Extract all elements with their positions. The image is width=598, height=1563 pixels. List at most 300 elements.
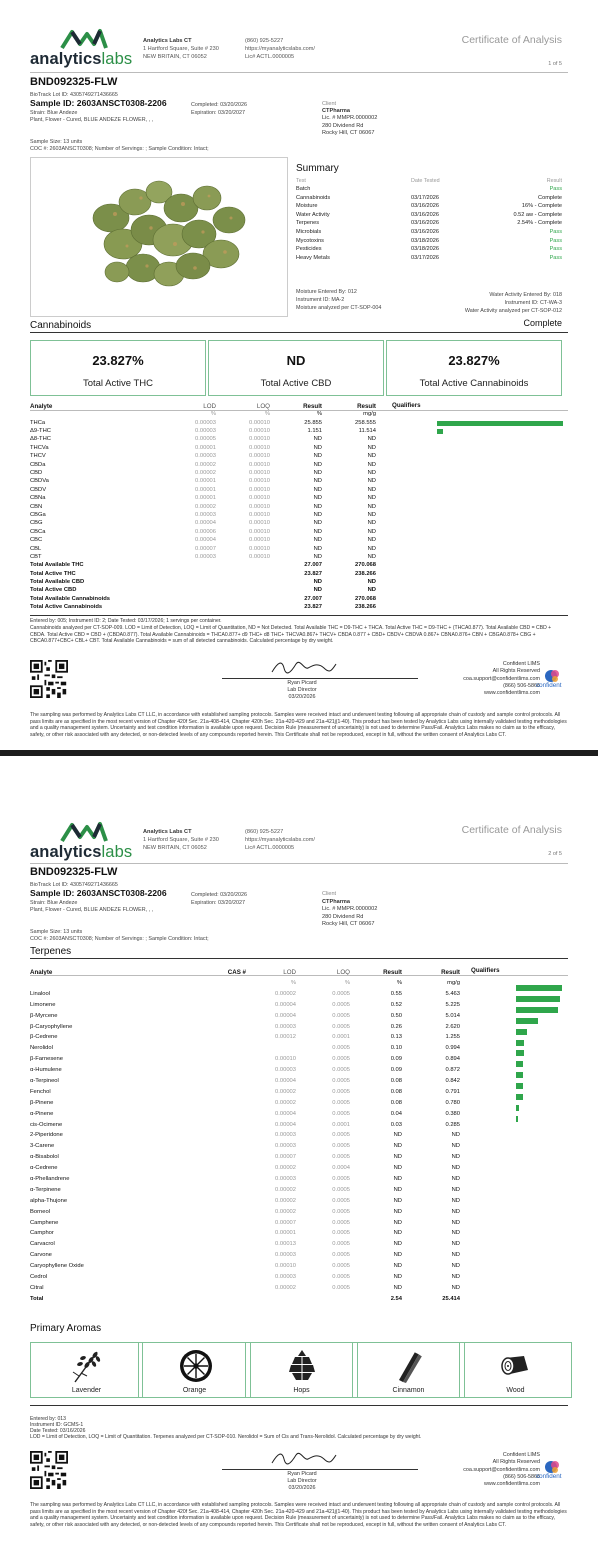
result-mg-cell: 238.266 <box>355 604 376 611</box>
result-percent-cell: ND <box>313 553 322 560</box>
lab-website[interactable]: https://myanalyticslabs.com/ <box>245 837 315 844</box>
loq-cell: 0.0005 <box>332 1230 350 1237</box>
result-mg-cell: 0.994 <box>445 1045 460 1052</box>
result-mg-cell: 0.872 <box>445 1067 460 1074</box>
loq-cell: 0.0004 <box>332 1165 350 1172</box>
cas-cell <box>180 989 246 1000</box>
result-percent-cell: ND <box>393 1274 402 1281</box>
lod-cell: 0.00004 <box>275 1110 296 1117</box>
loq-cell: 0.0005 <box>332 1078 350 1085</box>
summary-test: Terpenes <box>296 220 320 227</box>
signature-image <box>268 656 338 678</box>
lab-license: Lic# ACTL.0000005 <box>245 845 295 852</box>
lod-cell <box>150 587 216 595</box>
analyte-cell: CBDV <box>30 486 47 493</box>
summary-date: 03/17/2026 <box>411 194 439 201</box>
analyte-cell: CBDVa <box>30 478 49 485</box>
analyte-cell: α-Phellandrene <box>30 1176 70 1183</box>
result-mg-cell: ND <box>451 1176 460 1183</box>
lod-cell: 0.00002 <box>275 1088 296 1095</box>
col-lod: LOD <box>203 402 216 410</box>
result-percent-cell: ND <box>313 537 322 544</box>
summary-test: Heavy Metals <box>296 254 330 261</box>
conf-line-1: Confident LIMS <box>502 1452 540 1458</box>
document-title: Certificate of Analysis <box>461 824 562 836</box>
lod-cell: 0.00002 <box>275 1186 296 1193</box>
table-row <box>30 1207 460 1218</box>
analyte-cell: β-Caryophyllene <box>30 1023 73 1030</box>
result-percent-cell: 0.04 <box>390 1110 402 1117</box>
confident-logo-text: confident <box>536 682 562 689</box>
cannabinoids-table <box>30 402 376 612</box>
result-percent-cell: ND <box>313 495 322 502</box>
analyte-cell: 3-Carene <box>30 1143 55 1150</box>
document-title: Certificate of Analysis <box>461 34 562 46</box>
cas-cell <box>180 1000 246 1011</box>
conf-line-2: All Rights Reserved <box>492 1459 540 1466</box>
loq-cell: 0.0005 <box>332 1088 350 1095</box>
lod-cell: 0.00002 <box>275 1284 296 1291</box>
loq-cell <box>216 561 270 569</box>
result-mg-cell: ND <box>367 579 376 586</box>
batch-id: BND092325-FLW <box>30 866 118 878</box>
lod-cell: 0.00002 <box>275 1165 296 1172</box>
lab-license: Lic# ACTL.0000005 <box>245 54 295 61</box>
result-mg-cell: 25.414 <box>442 1295 460 1302</box>
lab-address-2: NEW BRITAIN, CT 06052 <box>143 845 207 852</box>
client-street: 280 Dividend Rd <box>322 913 364 920</box>
loq-cell: 0.00010 <box>249 537 270 544</box>
result-percent-cell: 0.50 <box>390 1012 402 1019</box>
result-mg-cell: ND <box>451 1143 460 1150</box>
lod-cell <box>246 1043 296 1054</box>
analyte-cell: CBN <box>30 503 43 510</box>
lab-name: Analytics Labs CT <box>143 38 192 44</box>
summary-result: Pass <box>549 186 562 192</box>
loq-cell: 0.00010 <box>249 528 270 535</box>
table-row <box>30 1065 460 1076</box>
lod-cell: 0.00003 <box>275 1132 296 1139</box>
moisture-entered-by: Moisture Entered By: 012 <box>296 289 357 295</box>
lod-cell: 0.00003 <box>275 1023 296 1030</box>
wood-log-icon <box>500 1348 532 1384</box>
summary-date: 03/17/2026 <box>411 254 439 261</box>
loq-cell: 0.00010 <box>249 511 270 518</box>
col-lod: LOD <box>283 968 296 976</box>
cas-cell <box>180 1043 246 1054</box>
lod-cell <box>246 1294 296 1305</box>
result-percent-cell: 0.26 <box>390 1023 402 1030</box>
loq-cell: 0.0005 <box>332 1241 350 1248</box>
lod-cell <box>150 603 216 611</box>
result-bar <box>516 1029 527 1035</box>
table-row <box>30 1098 460 1109</box>
kpi-value: 23.827% <box>92 353 144 368</box>
analyte-cell: α-Humulene <box>30 1067 62 1074</box>
loq-cell: 0.00010 <box>249 428 270 435</box>
summary-header-date: Date Tested <box>411 178 440 184</box>
summary-row <box>296 220 562 229</box>
result-mg-cell: ND <box>367 453 376 460</box>
client-block <box>322 108 377 137</box>
loq-cell: 0.0005 <box>332 1284 350 1291</box>
result-mg-cell: 11.514 <box>358 428 376 435</box>
total-label: Total Active CBD <box>30 587 77 594</box>
loq-cell <box>216 570 270 578</box>
signer-name: Ryan Picard <box>287 680 317 686</box>
sample-size: Sample Size: 13 units <box>30 929 83 935</box>
lod-cell: 0.00004 <box>275 1012 296 1019</box>
lod-cell: 0.00002 <box>195 461 216 468</box>
loq-cell: 0.00010 <box>249 478 270 485</box>
loq-cell: 0.0005 <box>332 1012 350 1019</box>
summary-row <box>296 255 562 264</box>
result-percent-cell: 0.13 <box>390 1034 402 1041</box>
lab-address-block <box>143 828 219 852</box>
summary-row <box>296 212 562 221</box>
result-percent-cell: 0.08 <box>390 1088 402 1095</box>
signer-title: Lab Director <box>287 686 317 693</box>
table-row <box>30 1239 460 1250</box>
terpene-note-1: Entered by: 013 <box>30 1416 66 1422</box>
cas-cell <box>180 1119 246 1130</box>
table-row <box>30 1261 460 1272</box>
signer-block <box>262 1471 342 1491</box>
conf-email[interactable]: coa.support@confidentlims.com <box>463 1466 540 1473</box>
terpene-note-2: Instrument ID: GCMS-1 <box>30 1422 84 1428</box>
result-mg-cell: 2.620 <box>445 1023 460 1030</box>
result-mg-cell: ND <box>451 1197 460 1204</box>
result-percent-cell: 0.09 <box>390 1056 402 1063</box>
cas-cell <box>180 1239 246 1250</box>
summary-result: 2.54% - Complete <box>517 220 562 227</box>
table-row <box>30 1272 460 1283</box>
loq-cell: 0.0001 <box>332 1121 350 1128</box>
lod-cell: 0.00002 <box>195 503 216 510</box>
result-mg-cell: ND <box>451 1165 460 1172</box>
result-percent-cell: ND <box>393 1154 402 1161</box>
sample-type: Plant, Flower - Cured, BLUE ANDEZE FLOWER, , , <box>30 907 154 913</box>
analyte-cell: Nerolidol <box>30 1045 53 1052</box>
result-mg-cell: ND <box>451 1132 460 1139</box>
analyte-cell: α-Terpinene <box>30 1186 61 1193</box>
summary-test: Water Activity <box>296 211 330 218</box>
logo-mountains-icon <box>60 821 108 843</box>
biotrack-lot-id: BioTrack Lot ID: 4305749271436665 <box>30 882 118 888</box>
aroma-label: Orange <box>182 1387 207 1394</box>
result-mg-cell: 5.225 <box>445 1001 460 1008</box>
cas-cell <box>180 1130 246 1141</box>
result-bar <box>437 421 563 426</box>
col-result-percent: Result <box>303 402 322 410</box>
sample-id: Sample ID: 2603ANSCT0308-2206 <box>30 888 167 898</box>
result-percent-cell: 25.855 <box>304 419 322 426</box>
loq-cell: 0.0005 <box>332 1045 350 1052</box>
client-license: Lic. # MMPR.0000002 <box>322 115 378 122</box>
unit-lod: % <box>290 980 296 986</box>
coa-page-2 <box>0 776 598 1563</box>
summary-result: Pass <box>549 229 562 235</box>
table-row <box>30 1228 460 1239</box>
result-mg-cell: ND <box>367 553 376 560</box>
loq-cell: 0.00010 <box>249 520 270 527</box>
completed-date: Completed: 03/20/2026 <box>191 892 248 898</box>
table-row <box>30 1130 460 1141</box>
lod-cell: 0.00003 <box>195 453 216 460</box>
summary-header-test: Test <box>296 178 306 184</box>
result-mg-cell: ND <box>367 469 376 476</box>
aroma-lavender <box>30 1342 143 1398</box>
loq-cell <box>216 603 270 611</box>
loq-cell <box>296 1294 350 1305</box>
loq-cell: 0.00010 <box>249 419 270 426</box>
col-qualifiers: Qualifiers <box>471 967 500 974</box>
page-separator <box>0 748 598 776</box>
result-mg-cell: ND <box>367 587 376 594</box>
hops-icon <box>286 1348 318 1384</box>
unit-result-percent: % <box>316 411 322 418</box>
analyte-cell: Borneol <box>30 1208 50 1215</box>
lod-cell: 0.00003 <box>275 1143 296 1150</box>
confident-logo <box>536 1459 570 1481</box>
result-mg-cell: 0.285 <box>445 1121 460 1128</box>
result-mg-cell: 0.791 <box>445 1088 460 1095</box>
result-mg-cell: 5.463 <box>445 990 460 997</box>
result-mg-cell: ND <box>451 1252 460 1259</box>
lab-contact-block <box>245 828 315 852</box>
analyte-cell: CBT <box>30 553 42 560</box>
cas-cell <box>180 1261 246 1272</box>
analytics-labs-logo <box>30 28 138 70</box>
result-percent-cell: 0.52 <box>390 1001 402 1008</box>
summary-result: Complete <box>538 194 562 201</box>
table-row <box>30 553 376 561</box>
col-analyte: Analyte <box>30 968 53 976</box>
cas-cell <box>180 1272 246 1283</box>
summary-result: Pass <box>549 254 562 261</box>
analyte-cell: alpha-Thujone <box>30 1197 68 1204</box>
cas-cell <box>180 1228 246 1239</box>
analyte-cell: Limonene <box>30 1001 56 1008</box>
analyte-cell: Cedrol <box>30 1274 48 1281</box>
cannabinoid-note-1: Entered by: 005; Instrument ID: 2; Date Tested: 03/17/2026; 1 servings per container. <box>30 618 222 624</box>
analyte-cell: cis-Ocimene <box>30 1121 63 1128</box>
result-mg-cell: 0.780 <box>445 1099 460 1106</box>
analyte-cell: CBG <box>30 520 43 527</box>
result-mg-cell: ND <box>367 511 376 518</box>
page-number: 1 of 5 <box>548 61 562 67</box>
lod-cell: 0.00002 <box>195 469 216 476</box>
kpi-label: Total Active THC <box>82 378 154 389</box>
result-mg-cell: 0.894 <box>445 1056 460 1063</box>
table-row <box>30 511 376 519</box>
client-street: 280 Dividend Rd <box>322 122 364 129</box>
table-row <box>30 1011 460 1022</box>
analyte-cell: CBD <box>30 469 43 476</box>
cas-cell <box>180 1294 246 1305</box>
summary-date: 03/16/2026 <box>411 211 439 218</box>
analyte-cell: Camphor <box>30 1230 54 1237</box>
total-row <box>30 561 376 569</box>
loq-cell: 0.00010 <box>249 436 270 443</box>
result-percent-cell: ND <box>393 1132 402 1139</box>
conf-website[interactable]: www.confidentlims.com <box>483 690 540 697</box>
table-row <box>30 536 376 544</box>
lod-cell: 0.00002 <box>275 990 296 997</box>
kpi-total-active-thc <box>30 340 206 396</box>
confident-logo <box>536 668 570 690</box>
lod-cell: 0.00004 <box>275 1078 296 1085</box>
result-mg-cell: ND <box>367 528 376 535</box>
aroma-wood <box>459 1342 572 1398</box>
loq-cell: 0.0005 <box>332 1274 350 1281</box>
result-percent-cell: 0.55 <box>390 990 402 997</box>
result-mg-cell: 5.014 <box>445 1012 460 1019</box>
total-row <box>30 570 376 578</box>
loq-cell: 0.00010 <box>249 503 270 510</box>
aroma-label: Lavender <box>71 1387 102 1394</box>
cas-cell <box>180 1185 246 1196</box>
table-row <box>30 1043 460 1054</box>
client-block <box>322 899 377 928</box>
batch-id: BND092325-FLW <box>30 76 118 88</box>
lab-address-1: 1 Hartford Square, Suite # 230 <box>143 46 219 53</box>
analytics-labs-logo <box>30 821 138 863</box>
client-name: CTPharma <box>322 108 350 114</box>
lod-cell: 0.00007 <box>195 545 216 552</box>
summary-header-result: Result <box>546 178 562 184</box>
loq-cell <box>216 578 270 586</box>
result-mg-cell: ND <box>451 1230 460 1237</box>
summary-row <box>296 195 562 204</box>
table-row <box>30 1032 460 1043</box>
qr-code-icon[interactable] <box>30 1451 68 1489</box>
loq-cell: 0.0005 <box>332 1067 350 1074</box>
table-row <box>30 478 376 486</box>
loq-cell: 0.0005 <box>332 1176 350 1183</box>
table-row <box>30 436 376 444</box>
lod-cell: 0.00002 <box>275 1197 296 1204</box>
loq-cell: 0.00010 <box>249 545 270 552</box>
moisture-instrument: Instrument ID: MA-2 <box>296 297 345 303</box>
unit-lod: % <box>210 411 216 418</box>
table-row <box>30 1196 460 1207</box>
summary-row <box>296 246 562 255</box>
lod-cell: 0.00003 <box>275 1176 296 1183</box>
unit-loq: % <box>264 411 270 418</box>
analyte-cell: α-Terpineol <box>30 1078 59 1085</box>
table-row <box>30 1163 460 1174</box>
signature-line <box>222 678 418 679</box>
table-header-rule <box>30 410 568 411</box>
lab-contact-block <box>245 37 315 61</box>
result-percent-cell: ND <box>313 486 322 493</box>
total-row <box>30 595 376 603</box>
lab-name: Analytics Labs CT <box>143 829 192 835</box>
total-label: Total Active THC <box>30 570 76 577</box>
section-divider <box>30 332 568 333</box>
page-number: 2 of 5 <box>548 851 562 857</box>
loq-cell: 0.0001 <box>332 1034 350 1041</box>
result-bar <box>516 996 560 1002</box>
lod-cell: 0.00010 <box>275 1056 296 1063</box>
kpi-total-active-cannabinoids <box>386 340 562 396</box>
result-percent-cell: ND <box>393 1230 402 1237</box>
result-percent-cell: ND <box>393 1186 402 1193</box>
client-label: Client <box>322 891 337 897</box>
summary-row <box>296 229 562 238</box>
conf-website[interactable]: www.confidentlims.com <box>483 1481 540 1488</box>
disclaimer-text: The sampling was performed by Analytics Labs CT LLC, in accordance with established sampling protocols. Samples were received intact and underwent testing following all appropriate chain of custody and sample control protocols. All pass limits are as specified in the most recent version of Chapter 420f Sec. 21a-408-414, Chapter 420h Sec. 21a-420-429 and 21a-421j(1-40). This product has been tested by Analytics Labs using internally validated testing methodologies and a quality management system. Uncertainty and test condition information is available upon request. Decision Rule (measurement of uncertainty) is not used to determine Pass/Fail. Analytics Labs makes no claim as to the efficacy, safety, or other risk associated with any detected, or non-detected levels of any compounds reported herein. This Certificate shall not be reproduced, except in full, without the written consent of Analytics Labs CT. <box>30 712 567 738</box>
aroma-label: Wood <box>506 1387 525 1394</box>
table-row <box>30 1185 460 1196</box>
cannabis-flower-image <box>31 158 287 316</box>
summary-test: Microbials <box>296 229 322 235</box>
qr-code-icon[interactable] <box>30 660 68 698</box>
result-mg-cell: ND <box>367 478 376 485</box>
conf-email[interactable]: coa.support@confidentlims.com <box>463 675 540 682</box>
cas-cell <box>180 1054 246 1065</box>
summary-result: 16% - Complete <box>521 203 562 210</box>
conf-line-2: All Rights Reserved <box>492 668 540 675</box>
coa-page-1 <box>0 0 598 748</box>
lod-cell: 0.00001 <box>195 486 216 493</box>
biotrack-lot-id: BioTrack Lot ID: 4305749271436665 <box>30 92 118 98</box>
loq-cell: 0.0005 <box>332 1023 350 1030</box>
conf-phone: (866) 506-5866 <box>503 682 540 689</box>
analyte-cell: β-Pinene <box>30 1099 54 1106</box>
result-mg-cell: ND <box>367 537 376 544</box>
loq-cell: 0.0005 <box>332 990 350 997</box>
result-percent-cell: 0.08 <box>390 1078 402 1085</box>
lod-cell: 0.00004 <box>195 537 216 544</box>
result-bar <box>516 1007 558 1013</box>
result-mg-cell: ND <box>367 444 376 451</box>
kpi-value: ND <box>286 353 306 368</box>
loq-cell: 0.00010 <box>249 486 270 493</box>
lod-cell: 0.00001 <box>195 444 216 451</box>
loq-cell: 0.0005 <box>332 1186 350 1193</box>
result-mg-cell: ND <box>451 1208 460 1215</box>
result-percent-cell: ND <box>313 587 322 594</box>
summary-test: Pesticides <box>296 246 322 253</box>
cas-cell <box>180 1032 246 1043</box>
table-row <box>30 452 376 460</box>
result-percent-cell: 0.08 <box>390 1099 402 1106</box>
analyte-cell: β-Farnesene <box>30 1056 63 1063</box>
summary-row <box>296 186 562 195</box>
analyte-cell: Citral <box>30 1284 44 1291</box>
result-percent-cell: 23.827 <box>304 570 322 577</box>
section-divider <box>30 958 568 959</box>
table-header-rule <box>30 975 568 976</box>
col-loq: LOQ <box>336 968 350 976</box>
summary-test: Moisture <box>296 203 318 210</box>
result-bar <box>516 1083 523 1089</box>
table-row <box>30 1217 460 1228</box>
lab-website[interactable]: https://myanalyticslabs.com/ <box>245 46 315 53</box>
confident-lims-contact <box>400 661 540 697</box>
summary-date: 03/16/2026 <box>411 220 439 227</box>
lab-address-block <box>143 37 219 61</box>
lod-cell: 0.00003 <box>275 1252 296 1259</box>
lod-cell: 0.00005 <box>195 436 216 443</box>
result-mg-cell: ND <box>451 1284 460 1291</box>
table-row <box>30 989 460 1000</box>
result-bar <box>516 1040 524 1046</box>
primary-aromas-title: Primary Aromas <box>30 1323 102 1334</box>
header-divider <box>30 72 568 73</box>
